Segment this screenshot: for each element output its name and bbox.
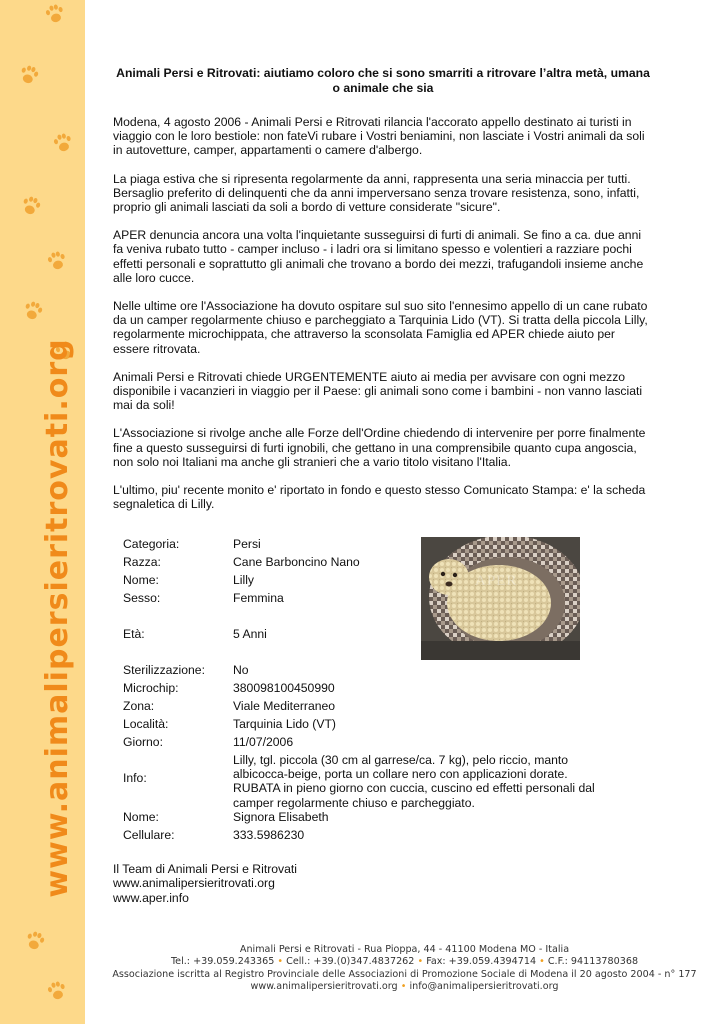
separator-dot: • [417, 956, 424, 968]
paragraph-scheda-intro: L'ultimo, piu' recente monito e' riportato in fondo e questo stesso Comunicato Stampa: e' la scheda segnaletica di Lilly. [113, 483, 646, 512]
sheet-value: 380098100450990 [233, 681, 335, 695]
paragraph-aper-denuncia: APER denuncia ancora una volta l'inquietante susseguirsi di furti di animali. Se fino a ca. due anni fa veniva rubato tutto - camper incluso - i ladri ora si limitano spesso e volentieri a razziare pochi effetti personali e soprattutto gli animali che trovano a bordo dei mezzi, trafugandoli insieme anche alle loro cucce. [113, 228, 644, 285]
paragraph-lilly: Nelle ultime ore l'Associazione ha dovuto ospitare sul suo sito l'ennesimo appello di un cane rubato da un camper regolarmente chiuso e parcheggiato a Tarquinia Lido (VT). Si tratta della piccola Lilly, regolarmente microchippata, che attraverso la sconsolata Famiglia ed APER chiede aiuto per essere ritrovata. [113, 299, 648, 356]
sheet-value: 5 Anni [233, 627, 267, 641]
paw-print-icon [19, 297, 47, 325]
paw-print-icon [44, 978, 71, 1005]
separator-dot: • [539, 956, 545, 968]
paragraph-summer: La piaga estiva che si ripresenta regolarmente da anni, rappresenta una seria minaccia per tutti. Bersaglio preferito di delinquenti che da anni imperversano senza trovare resistenza, sono, infatti, proprio gli animali lasciati da soli a bordo di vetture considerate "sicure". [113, 171, 640, 215]
footer-links [85, 981, 724, 993]
signature-link-aper[interactable]: www.aper.info [113, 890, 189, 905]
sheet-value-info: Lilly, tgl. piccola (30 cm al garrese/ca. 7 kg), pelo riccio, manto albicocca-beige, porta un collare nero con applicazioni dorate. RUBATA in pieno giorno con cuccia, cuscino ed effetti personali dal camper regolarmente chiuso e parcheggiato. [233, 753, 595, 810]
document-title: Animali Persi e Ritrovati: aiutiamo coloro che si sono smarriti a ritrovare l’altra metà, umana o animale che sia [116, 66, 650, 95]
sheet-label: Sterilizzazione: [123, 663, 205, 677]
sheet-label: Nome: [123, 573, 159, 587]
sheet-value: Viale Mediterraneo [233, 699, 336, 713]
paw-print-icon [44, 248, 71, 275]
sheet-value: 333.5986230 [233, 828, 305, 842]
sheet-label: Sesso: [123, 591, 161, 605]
separator-dot: • [277, 956, 284, 968]
sheet-value: 11/07/2006 [233, 735, 294, 749]
sheet-label: Categoria: [123, 537, 180, 551]
signature-block [113, 862, 297, 905]
sheet-label: Giorno: [123, 735, 163, 749]
sheet-label: Età: [123, 627, 145, 641]
paragraph-urgent: Animali Persi e Ritrovati chiede URGENTEMENTE aiuto ai media per avvisare con ogni mezzo disponibile i vacanzieri in viaggio per il Paese: gli animali sono come i bambini - non vanno lasciati mai da soli! [113, 369, 643, 413]
footer-address: Animali Persi e Ritrovati - Rua Pioppa, 44 - 41100 Modena MO - Italia [239, 944, 570, 955]
footer-tel: Tel.: +39.059.243365 [170, 956, 275, 968]
separator-dot: • [400, 980, 407, 992]
footer-site-link[interactable]: www.animalipersieritrovati.org [250, 980, 398, 992]
footer-cell: Cell.: +39.(0)347.4837262 [286, 956, 415, 968]
sidebar-website-url: www.animalipersieritrovati.org [40, 338, 75, 898]
photo-watermark: APER [475, 573, 518, 589]
sheet-value: Cane Barboncino Nano [233, 555, 360, 569]
sheet-value: No [233, 663, 249, 677]
footer-cf: C.F.: 94113780368 [547, 956, 639, 968]
footer-fax: Fax: +39.059.4394714 [426, 956, 537, 968]
sheet-label: Cellulare: [123, 828, 175, 842]
sheet-value: Tarquinia Lido (VT) [233, 717, 336, 731]
paw-print-icon [17, 192, 45, 220]
sheet-value: Signora Elisabeth [233, 810, 329, 824]
paw-print-icon [42, 1, 69, 28]
paw-print-icon [50, 130, 77, 157]
paw-print-icon [15, 61, 43, 89]
paw-print-icon [21, 927, 49, 955]
footer-registry: Associazione iscritta al Registro Provinciale delle Associazioni di Promozione Sociale di Modena il 20 agosto 2004 - n° 177 [112, 968, 697, 980]
press-release-body [113, 66, 653, 525]
signature-team: Il Team di Animali Persi e Ritrovati [113, 862, 298, 876]
sheet-value: Femmina [233, 591, 284, 605]
sheet-label: Microchip: [123, 681, 179, 695]
letterhead-footer [85, 944, 724, 993]
sheet-label: Info: [123, 771, 147, 785]
signature-link-site[interactable]: www.animalipersieritrovati.org [113, 876, 275, 891]
footer-contacts [85, 956, 724, 968]
sheet-value: Lilly [233, 573, 254, 587]
dog-in-basket-image [421, 537, 580, 660]
sheet-label: Nome: [123, 810, 159, 824]
paragraph-intro: Modena, 4 agosto 2006 - Animali Persi e Ritrovati rilancia l'accorato appello destinato ai turisti in viaggio con le loro bestiole: non fateVi rubare i Vostri beniamini, non lasciate i Vostri animali da soli in autovetture, camper, appartamenti o camere d'albergo. [113, 115, 645, 158]
paragraph-forze-ordine: L'Associazione si rivolge anche alle Forze dell'Ordine chiedendo di intervenire per porre finalmente fine a questo susseguirsi di furti ignobili, che gettano in una comprensibile quanto cupa angoscia, non solo noi Italiani ma anche gli stranieri che a vario titolo visitano l'Italia. [113, 426, 646, 469]
dog-photo [421, 537, 580, 660]
sidebar-band [0, 0, 85, 1024]
sheet-label: Zona: [123, 699, 155, 713]
footer-email-link[interactable]: info@animalipersieritrovati.org [409, 980, 559, 992]
sheet-label: Località: [123, 717, 169, 731]
sheet-label: Razza: [123, 555, 161, 569]
sheet-value: Persi [233, 537, 261, 551]
